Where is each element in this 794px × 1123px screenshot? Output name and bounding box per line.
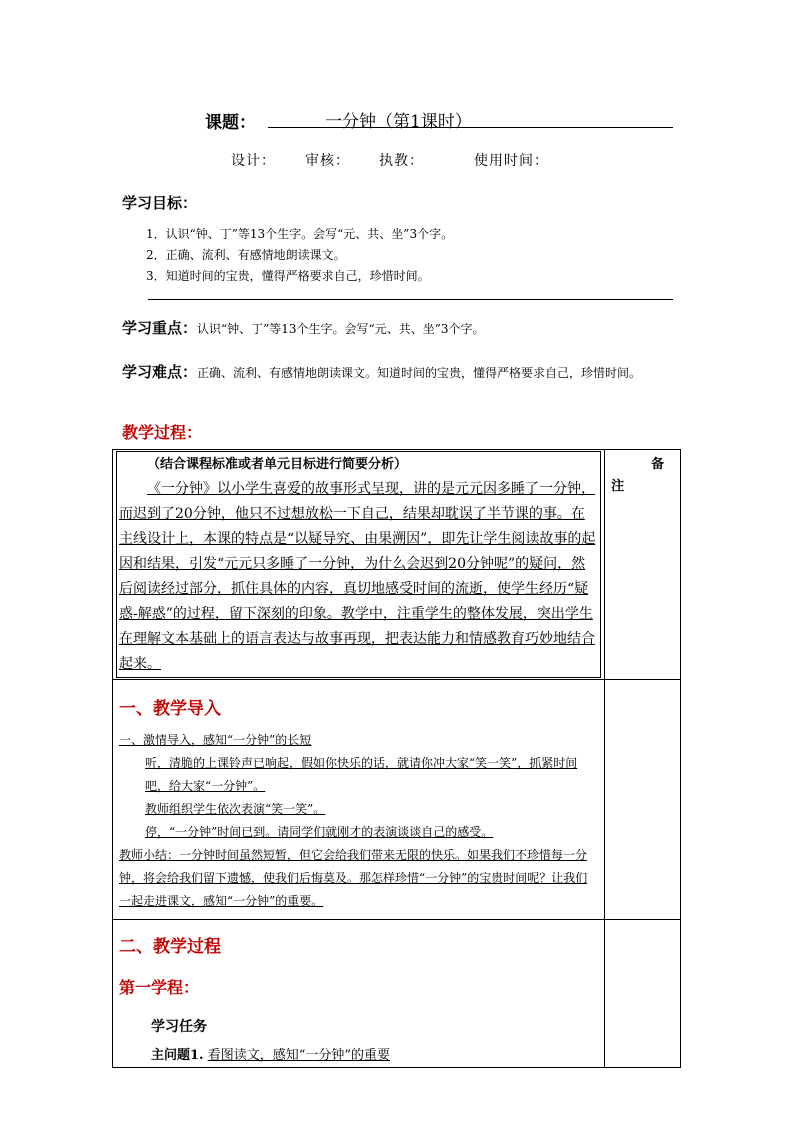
- lesson-title: 一分钟（第1课时）: [325, 112, 472, 132]
- process-body: [113, 920, 604, 1067]
- process-title: 二、教学过程: [119, 937, 221, 957]
- difficulty-text: 正确、流利、有感情地朗读课文。知道时间的宝贵，懂得严格要求自己，珍惜时间。: [197, 366, 642, 380]
- intro-line: 教师小结：一分钟时间虽然短暂，但它会给我们带来无限的快乐。如果我们不珍惜每一分钟，将会给我们留下遗憾，使我们后悔莫及。那怎样珍惜“一分钟”的宝贵时间呢？让我们一起走进课文，感知“一分钟”的重要。: [119, 848, 588, 908]
- intro-cell: [113, 680, 605, 920]
- intro-title: 一、教学导入: [119, 699, 221, 719]
- review-label: 审核：: [305, 153, 350, 169]
- objective-item: 1．认识“钟、丁”等13个生字。会写“元、共、坐”3个字。: [146, 227, 454, 241]
- note-cell: [605, 450, 681, 680]
- title-label: 课题：: [205, 113, 256, 133]
- teach-label: 执教：: [379, 153, 424, 169]
- key-point-text: 认识“钟、丁”等13个生字。会写“元、共、坐”3个字。: [197, 322, 485, 336]
- intro-line: 一、激情导入，感知“一分钟”的长短: [119, 733, 312, 747]
- process-heading: 教学过程：: [122, 423, 203, 442]
- objectives-heading: 学习目标：: [122, 194, 198, 212]
- difficulty: [122, 357, 682, 388]
- intro-body: [113, 729, 604, 919]
- design-label: 设计：: [231, 153, 276, 169]
- time-label: 使用时间：: [474, 153, 549, 169]
- main-question: [119, 1044, 598, 1067]
- analysis-box: [116, 451, 601, 678]
- analysis-subtitle: （结合课程标准或者单元目标进行简要分析）: [147, 457, 408, 472]
- task-title: 学习任务: [151, 1019, 207, 1035]
- analysis-cell: [113, 450, 605, 680]
- process-note-cell: [605, 920, 681, 1068]
- difficulty-label: 学习难点：: [122, 363, 198, 381]
- objective-item: 2．正确、流利、有感情地朗读课文。: [146, 248, 346, 262]
- lesson-table: [112, 449, 681, 1068]
- stage-title: 第一学程：: [119, 978, 200, 997]
- process-cell: [113, 920, 605, 1068]
- intro-note-cell: [605, 680, 681, 920]
- intro-line: 听，清脆的上课铃声已响起，假如你快乐的话，就请你冲大家“笑一笑”，抓紧时间吧，给大家“一分钟”。: [145, 756, 578, 793]
- question-text: 看图读文，感知“一分钟”的重要: [207, 1048, 391, 1063]
- intro-line: 停，“一分钟”时间已到。请同学们就刚才的表演谈谈自己的感受。: [145, 825, 494, 839]
- intro-line: 教师组织学生依次表演“笑一笑”。: [145, 802, 326, 816]
- note-label: 备 注: [611, 457, 665, 494]
- key-point: [122, 317, 484, 338]
- objective-item: 3．知道时间的宝贵，懂得严格要求自己，珍惜时间。: [146, 269, 430, 283]
- analysis-text: 《一分钟》以小学生喜爱的故事形式呈现，讲的是元元因多睡了一分钟，而迟到了20分钟，他只不过想放松一下自己，结果却耽误了半节课的事。在主线设计上，本课的特点是“以疑导究、由果溯因”，即先让学生阅读故事的起因和结果，引发“元元只多睡了一分钟，为什么会迟到20分钟呢”的疑问，然后阅读经过部分，抓住具体的内容，真切地感受时间的流逝，使学生经历“疑惑-解惑”的过程，留下深刻的印象。教学中，注重学生的整体发展，突出学生在理解文本基础上的语言表达与故事再现，把表达能力和情感教育巧妙地结合起来。: [119, 481, 596, 672]
- question-label: 主问题1.: [151, 1048, 204, 1063]
- objectives-rule: [148, 299, 673, 300]
- key-point-label: 学习重点：: [122, 319, 198, 337]
